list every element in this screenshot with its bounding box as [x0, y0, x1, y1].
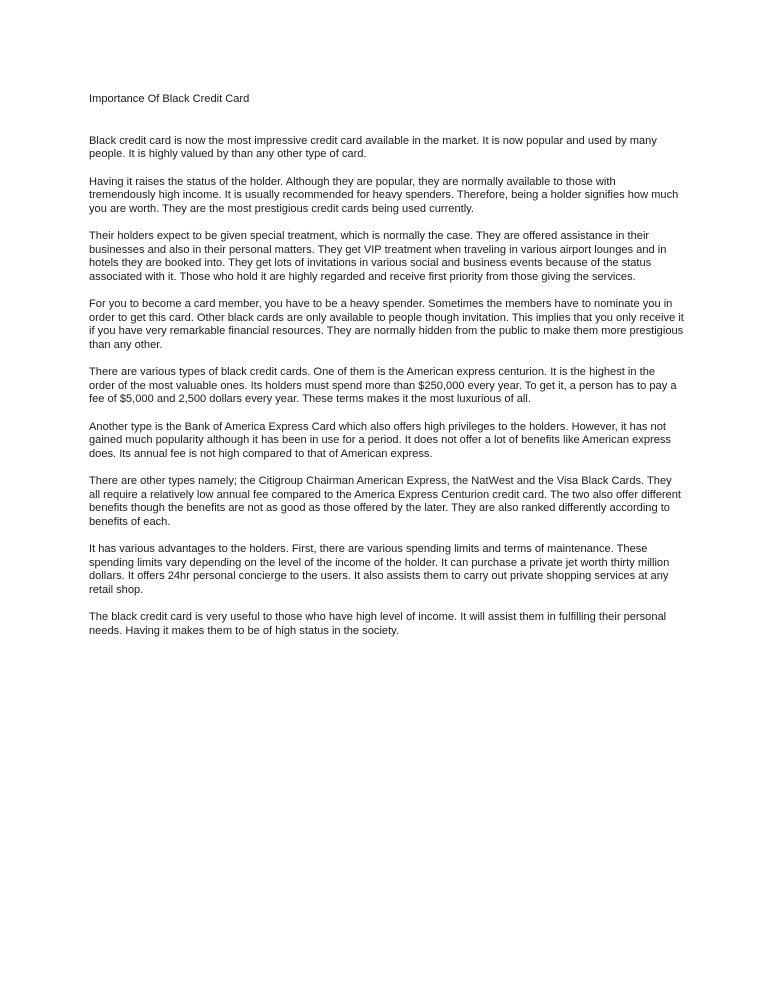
paragraph-5: There are various types of black credit cards. One of them is the American express centurion. It is the highest in the order of the most valuable ones. Its holders must spend more than $250,000 every year. To get it, a person has to pay a fee of $5,000 and 2,500 dollars every year. These terms makes it the most luxurious of all. — [89, 366, 677, 405]
paragraph-4: For you to become a card member, you have to be a heavy spender. Sometimes the members have to nominate you in order to get this card. Other black cards are only available to people though invitation. This implies that you only receive it if you have very remarkable financial resources. They are normally hidden from the public to make them more prestigious than any other. — [89, 298, 684, 351]
paragraph-6: Another type is the Bank of America Express Card which also offers high privileges to the holders. However, it has not gained much popularity although it has been in use for a period. It does not offer a lot of benefits like American express does. Its annual fee is not high compared to that of American express. — [89, 420, 671, 460]
document-body — [89, 93, 684, 652]
paragraph-9: The black credit card is very useful to those who have high level of income. It will assist them in fulfilling their personal needs. Having it makes them to be of high status in the society. — [89, 611, 667, 637]
document-title: Importance Of Black Credit Card — [89, 93, 250, 105]
paragraph-1: Black credit card is now the most impressive credit card available in the market. It is now popular and used by many people. It is highly valued by than any other type of card. — [89, 134, 657, 160]
paragraph-3: Their holders expect to be given special treatment, which is normally the case. They are offered assistance in their businesses and also in their personal matters. They get VIP treatment when traveling in various airport lounges and in hotels they are booked into. They get lots of invitations in various social and business events because of the status associated with it. Those who hold it are highly regarded and receive first priority from those giving the services. — [89, 230, 667, 283]
paragraph-8: It has various advantages to the holders. First, there are various spending limits and terms of maintenance. These spending limits vary depending on the level of the income of the holder. It can purchase a private jet worth thirty million dollars. It offers 24hr personal concierge to the users. It also assists them to carry out private shopping services at any retail shop. — [89, 543, 670, 596]
paragraph-7: There are other types namely; the Citigroup Chairman American Express, the NatWest and the Visa Black Cards. They all require a relatively low annual fee compared to the America Express Centurion credit card. The two also offer different benefits though the benefits are not as good as those offered by the later. They are also ranked differently according to benefits of each. — [89, 475, 681, 528]
paragraph-2: Having it raises the status of the holder. Although they are popular, they are normally available to those with tremendously high income. It is usually recommended for heavy spenders. Therefore, being a holder signifies how much you are worth. They are the most prestigious credit cards being used currently. — [89, 175, 679, 215]
